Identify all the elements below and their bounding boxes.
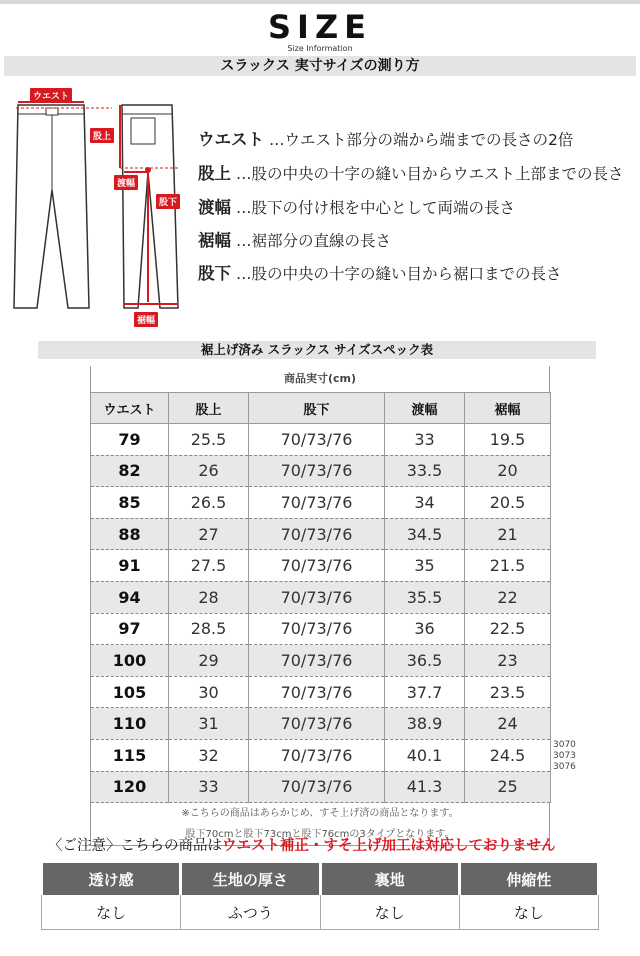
table-cell: 25 [465,771,551,803]
page-title: SIZE [267,8,372,46]
table-cell: 79 [91,424,169,456]
thigh-label-tag: 渡幅 [114,175,138,190]
table-cell: 35 [385,550,465,582]
table-cell: 70/73/76 [249,455,385,487]
page-subtitle: Size Information [287,44,353,53]
table-cell: 31 [169,708,249,740]
table-row [91,771,551,803]
table-cell: 70/73/76 [249,518,385,550]
attr-value: なし [320,895,459,930]
table-cell: 110 [91,708,169,740]
side-codes [553,740,576,773]
table-cell: 70/73/76 [249,581,385,613]
table-cell: 23.5 [465,676,551,708]
table-cell: 22 [465,581,551,613]
attr-value: なし [42,895,181,930]
attr-value: ふつう [181,895,320,930]
table-cell: 33 [169,771,249,803]
attr-header: 透け感 [42,863,181,895]
table-cell: 23 [465,645,551,677]
table-row [91,613,551,645]
table-cell: 70/73/76 [249,771,385,803]
table-cell: 41.3 [385,771,465,803]
header-inseam: 股下 [249,393,385,424]
definition-rise: 股上 …股の中央の十字の縫い目からウエスト上部までの長さ [198,164,624,183]
table-cell: 26 [169,455,249,487]
table-cell: 26.5 [169,487,249,519]
table-cell: 70/73/76 [249,613,385,645]
side-code: 3073 [553,751,576,761]
table-row [91,550,551,582]
table-cell: 70/73/76 [249,708,385,740]
header-thigh: 渡幅 [385,393,465,424]
attr-value: なし [459,895,598,930]
table-cell: 25.5 [169,424,249,456]
table-cell: 24.5 [465,739,551,771]
table-cell: 28.5 [169,613,249,645]
table-cell: 97 [91,613,169,645]
table-row [91,676,551,708]
table-cell: 115 [91,739,169,771]
pants-diagram [10,80,190,330]
table-row [91,487,551,519]
table-cell: 82 [91,455,169,487]
table-cell: 36.5 [385,645,465,677]
table-cell: 34 [385,487,465,519]
table-cell: 34.5 [385,518,465,550]
table-cell: 20.5 [465,487,551,519]
attr-header: 生地の厚さ [181,863,320,895]
note-line: ※こちらの商品はあらかじめ、すそ上げ済の商品となります。 [181,808,459,820]
table-row [91,424,551,456]
table-cell: 30 [169,676,249,708]
table-cell: 91 [91,550,169,582]
caution-notice: 〈ご注意〉こちらの商品はウエスト補正・すそ上げ加工は対応しておりません [48,838,556,854]
table-cell: 29 [169,645,249,677]
table-caption: 商品実寸(cm) [90,366,550,392]
table-cell: 70/73/76 [249,550,385,582]
spec-section-title: 裾上げ済み スラックス サイズスペック表 [38,341,596,359]
table-cell: 85 [91,487,169,519]
caution-highlight: ウエスト補正・すそ上げ加工は対応しておりません [222,838,556,854]
table-cell: 28 [169,581,249,613]
table-cell: 36 [385,613,465,645]
table-row [91,739,551,771]
table-cell: 100 [91,645,169,677]
table-cell: 88 [91,518,169,550]
rise-label-tag: 股上 [90,128,114,143]
table-row [91,581,551,613]
table-cell: 21.5 [465,550,551,582]
table-body [91,424,551,803]
table-row [91,518,551,550]
table-cell: 19.5 [465,424,551,456]
size-spec-table [90,366,550,846]
table-cell: 70/73/76 [249,645,385,677]
header-hem: 裾幅 [465,393,551,424]
waist-label-tag: ウエスト [30,88,72,103]
table-cell: 120 [91,771,169,803]
table-cell: 33 [385,424,465,456]
definition-waist: ウエスト …ウエスト部分の端から端までの長さの2倍 [198,130,574,149]
table-row [91,645,551,677]
fabric-attributes-table [40,863,600,930]
side-code: 3070 [553,740,576,750]
hem-label-tag: 裾幅 [134,312,158,327]
table-row [91,708,551,740]
table-cell: 37.7 [385,676,465,708]
table-cell: 22.5 [465,613,551,645]
definition-thigh: 渡幅 …股下の付け根を中心として両端の長さ [198,198,515,217]
table-cell: 27 [169,518,249,550]
table-cell: 32 [169,739,249,771]
side-code: 3076 [553,762,576,772]
table-cell: 27.5 [169,550,249,582]
note-line: 股下70cmと股下73cmと股下76cmの3タイプとなります。 [185,829,455,841]
table-cell: 33.5 [385,455,465,487]
table-cell: 21 [465,518,551,550]
inseam-label-tag: 股下 [156,194,180,209]
table-row [91,455,551,487]
table-cell: 35.5 [385,581,465,613]
table-cell: 38.9 [385,708,465,740]
table-cell: 40.1 [385,739,465,771]
top-divider [0,0,640,4]
table-cell: 20 [465,455,551,487]
table-cell: 70/73/76 [249,676,385,708]
measure-section-title: スラックス 実寸サイズの測り方 [4,56,636,76]
attr-header: 伸縮性 [459,863,598,895]
header-waist: ウエスト [91,393,169,424]
attr-header: 裏地 [320,863,459,895]
definition-hem: 裾幅 …裾部分の直線の長さ [198,231,391,250]
table-cell: 94 [91,581,169,613]
table-cell: 70/73/76 [249,739,385,771]
table-cell: 105 [91,676,169,708]
table-cell: 70/73/76 [249,424,385,456]
definition-inseam: 股下 …股の中央の十字の縫い目から裾口までの長さ [198,264,562,283]
header-rise: 股上 [169,393,249,424]
table-cell: 70/73/76 [249,487,385,519]
table-cell: 24 [465,708,551,740]
